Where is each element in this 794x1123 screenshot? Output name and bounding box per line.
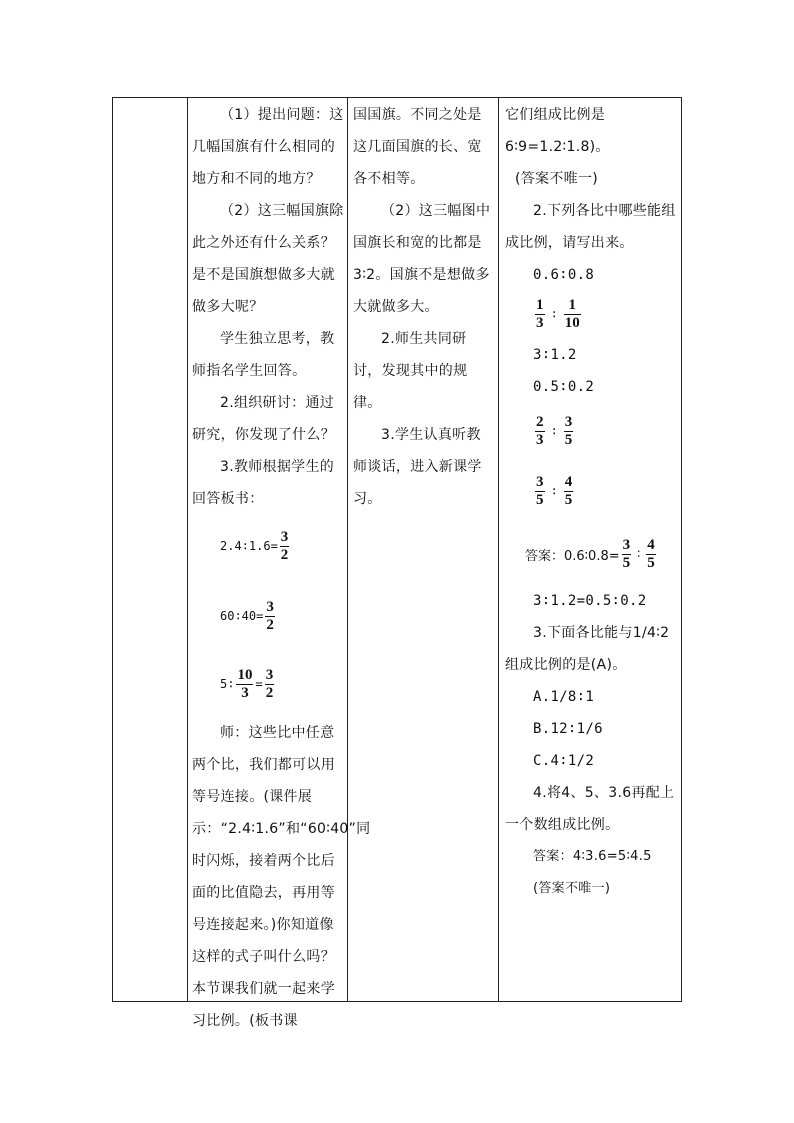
fraction: $\frac{3}{2}$ [265,666,274,701]
option-ratio-5: $\frac{2}{3}$ ∶ $\frac{3}{5}$ [536,413,573,448]
column-divider [187,98,188,1001]
student-thinking: 学生独立思考，教师指名学生回答。 [192,331,335,379]
equation-1: 2.4∶1.6= $\frac{3}{2}$ [220,528,289,563]
choice-c: C.4∶1/2 [533,753,595,769]
question-2: （2）这三幅国旗除此之外还有什么关系？是不是国旗想做多大就做多大呢？ [192,203,344,315]
answer-2-line-2: 3∶1.2=0.5∶0.2 [533,593,647,609]
option-ratio-4: 0.5∶0.2 [533,379,595,395]
exercise-3: 3.下面各比能与1/4∶2组成比例的是(A)。 [505,625,670,673]
fraction: $\frac{10}{3}$ [237,666,253,701]
fraction: $\frac{3}{2}$ [266,598,274,633]
answer-2: 答案：0.6∶0.8= $\frac{3}{5}$ ∶ $\frac{4}{5}$ [525,536,655,571]
question-1: （1）提出问题：这几幅国旗有什么相同的地方和不同的地方？ [192,107,344,187]
ratio-example: 它们组成比例是6∶9=1.2∶1.8)。 [505,107,610,155]
option-ratio-6: $\frac{3}{5}$ ∶ $\frac{4}{5}$ [536,473,573,508]
lesson-table [112,97,682,1029]
exercise-4: 4.将4、5、3.6再配上一个数组成比例。 [505,785,675,833]
option-ratio-2: $\frac{1}{3}$ ∶ $\frac{1}{10}$ [536,296,580,331]
fraction: $\frac{3}{2}$ [280,528,289,563]
teacher-explanation: 师：这些比中任意两个比，我们都可以用等号连接。(课件展示：“2.4∶1.6”和“60∶40”同时闪烁，接着两个比后面的比值隐去，再用等号连接起来。)你知道像这样的式子叫什么吗？本节课我们就一起来学习比例。(板书课 [192,725,371,1029]
flag-difference: 国国旗。不同之处是这几面国旗的长、宽各不相等。 [353,107,482,187]
column-exercises [505,98,679,1001]
board-writing: 3.教师根据学生的回答板书： [192,459,335,507]
choice-b: B.12∶1/6 [533,721,603,737]
column-empty [113,98,187,1001]
equation-2: 60∶40= $\frac{3}{2}$ [220,598,274,633]
co-discussion: 2.师生共同研讨，发现其中的规律。 [353,331,468,411]
listen-teacher: 3.学生认真听教师谈话，进入新课学习。 [353,427,482,507]
column-teacher-activities [192,98,371,1029]
flag-ratio: （2）这三幅图中国旗长和宽的比都是3∶2。国旗不是想做多大就做多大。 [353,203,491,315]
answer-note-2: (答案不唯一) [533,881,611,896]
choice-a: A.1/8∶1 [533,689,595,705]
column-divider [498,98,499,1001]
discussion: 2.组织研讨：通过研究，你发现了什么？ [192,395,335,443]
answer-note: (答案不唯一) [515,171,599,187]
column-divider [347,98,348,1001]
answer-4: 答案：4∶3.6=5∶4.5 [533,849,652,864]
option-ratio-3: 3∶1.2 [533,347,577,363]
option-ratio-1: 0.6∶0.8 [533,267,595,283]
column-student-activities [353,98,495,1001]
exercise-2: 2.下列各比中哪些能组成比例，请写出来。 [505,203,676,251]
equation-3: 5∶ $\frac{10}{3}$ = $\frac{3}{2}$ [220,666,274,701]
